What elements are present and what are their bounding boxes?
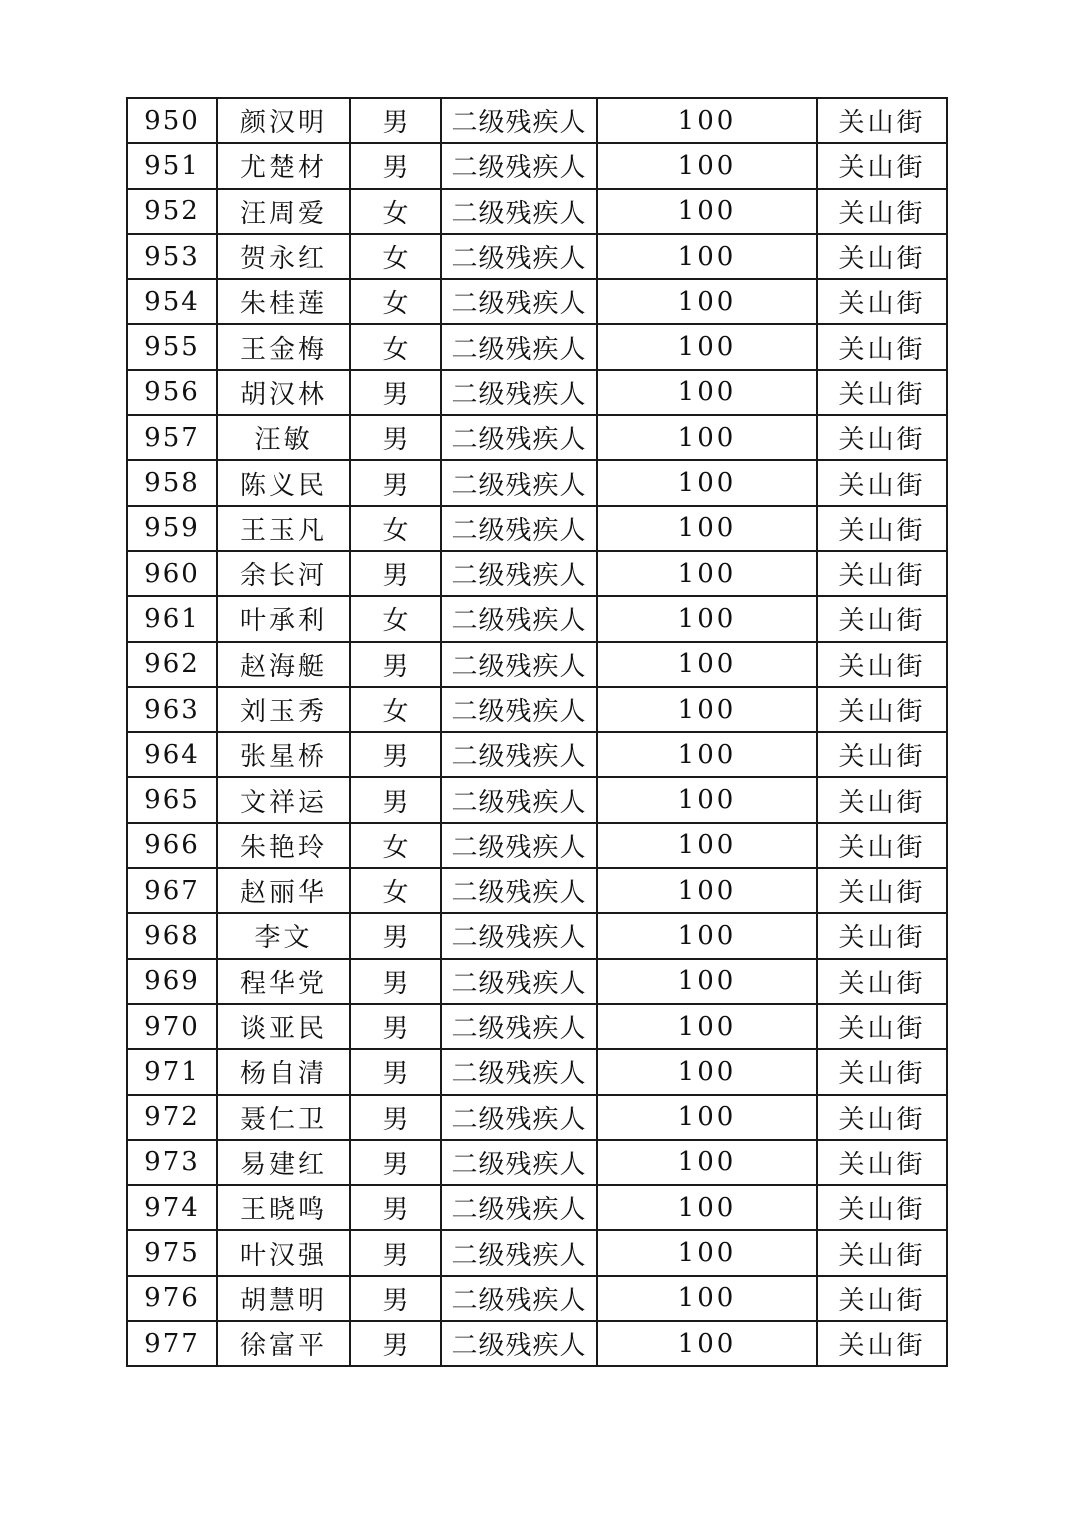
name-cell: 聂仁卫 bbox=[217, 1095, 350, 1140]
disability-level-cell: 二级残疾人 bbox=[441, 234, 597, 279]
street-cell: 关山街 bbox=[817, 279, 947, 324]
table-row bbox=[127, 1185, 947, 1230]
gender-cell: 男 bbox=[350, 1230, 441, 1275]
gender-cell: 女 bbox=[350, 234, 441, 279]
amount-cell: 100 bbox=[597, 1321, 817, 1366]
street-cell: 关山街 bbox=[817, 1230, 947, 1275]
street-cell: 关山街 bbox=[817, 98, 947, 143]
serial-number-cell: 966 bbox=[127, 823, 217, 868]
amount-cell: 100 bbox=[597, 234, 817, 279]
serial-number-cell: 957 bbox=[127, 415, 217, 460]
gender-cell: 男 bbox=[350, 732, 441, 777]
gender-cell: 男 bbox=[350, 551, 441, 596]
gender-cell: 男 bbox=[350, 777, 441, 822]
serial-number-cell: 969 bbox=[127, 959, 217, 1004]
roster-table-body bbox=[127, 98, 947, 1366]
name-cell: 叶承利 bbox=[217, 596, 350, 641]
disability-level-cell: 二级残疾人 bbox=[441, 460, 597, 505]
amount-cell: 100 bbox=[597, 370, 817, 415]
name-cell: 胡汉林 bbox=[217, 370, 350, 415]
serial-number-cell: 975 bbox=[127, 1230, 217, 1275]
gender-cell: 女 bbox=[350, 868, 441, 913]
disability-level-cell: 二级残疾人 bbox=[441, 959, 597, 1004]
street-cell: 关山街 bbox=[817, 596, 947, 641]
disability-level-cell: 二级残疾人 bbox=[441, 324, 597, 369]
amount-cell: 100 bbox=[597, 868, 817, 913]
name-cell: 张星桥 bbox=[217, 732, 350, 777]
name-cell: 刘玉秀 bbox=[217, 687, 350, 732]
table-row bbox=[127, 370, 947, 415]
street-cell: 关山街 bbox=[817, 1004, 947, 1049]
name-cell: 贺永红 bbox=[217, 234, 350, 279]
amount-cell: 100 bbox=[597, 1230, 817, 1275]
gender-cell: 女 bbox=[350, 189, 441, 234]
street-cell: 关山街 bbox=[817, 143, 947, 188]
name-cell: 程华党 bbox=[217, 959, 350, 1004]
table-row bbox=[127, 1004, 947, 1049]
disability-level-cell: 二级残疾人 bbox=[441, 913, 597, 958]
amount-cell: 100 bbox=[597, 732, 817, 777]
disability-level-cell: 二级残疾人 bbox=[441, 777, 597, 822]
amount-cell: 100 bbox=[597, 279, 817, 324]
name-cell: 王晓鸣 bbox=[217, 1185, 350, 1230]
gender-cell: 女 bbox=[350, 596, 441, 641]
street-cell: 关山街 bbox=[817, 1095, 947, 1140]
name-cell: 徐富平 bbox=[217, 1321, 350, 1366]
amount-cell: 100 bbox=[597, 642, 817, 687]
disability-level-cell: 二级残疾人 bbox=[441, 189, 597, 234]
name-cell: 王金梅 bbox=[217, 324, 350, 369]
street-cell: 关山街 bbox=[817, 732, 947, 777]
disability-level-cell: 二级残疾人 bbox=[441, 868, 597, 913]
name-cell: 文祥运 bbox=[217, 777, 350, 822]
gender-cell: 男 bbox=[350, 370, 441, 415]
gender-cell: 男 bbox=[350, 415, 441, 460]
serial-number-cell: 976 bbox=[127, 1276, 217, 1321]
disability-level-cell: 二级残疾人 bbox=[441, 642, 597, 687]
disability-level-cell: 二级残疾人 bbox=[441, 1004, 597, 1049]
table-row bbox=[127, 234, 947, 279]
disability-level-cell: 二级残疾人 bbox=[441, 506, 597, 551]
disability-level-cell: 二级残疾人 bbox=[441, 687, 597, 732]
table-row bbox=[127, 1230, 947, 1275]
name-cell: 谈亚民 bbox=[217, 1004, 350, 1049]
serial-number-cell: 971 bbox=[127, 1049, 217, 1094]
amount-cell: 100 bbox=[597, 324, 817, 369]
serial-number-cell: 972 bbox=[127, 1095, 217, 1140]
table-row bbox=[127, 506, 947, 551]
street-cell: 关山街 bbox=[817, 551, 947, 596]
street-cell: 关山街 bbox=[817, 687, 947, 732]
amount-cell: 100 bbox=[597, 687, 817, 732]
table-row bbox=[127, 324, 947, 369]
disability-level-cell: 二级残疾人 bbox=[441, 596, 597, 641]
name-cell: 汪周爱 bbox=[217, 189, 350, 234]
name-cell: 尤楚材 bbox=[217, 143, 350, 188]
disability-level-cell: 二级残疾人 bbox=[441, 415, 597, 460]
disability-level-cell: 二级残疾人 bbox=[441, 732, 597, 777]
name-cell: 叶汉强 bbox=[217, 1230, 350, 1275]
disability-level-cell: 二级残疾人 bbox=[441, 1276, 597, 1321]
street-cell: 关山街 bbox=[817, 1049, 947, 1094]
name-cell: 胡慧明 bbox=[217, 1276, 350, 1321]
serial-number-cell: 960 bbox=[127, 551, 217, 596]
serial-number-cell: 953 bbox=[127, 234, 217, 279]
name-cell: 杨自清 bbox=[217, 1049, 350, 1094]
gender-cell: 女 bbox=[350, 506, 441, 551]
gender-cell: 男 bbox=[350, 913, 441, 958]
amount-cell: 100 bbox=[597, 823, 817, 868]
street-cell: 关山街 bbox=[817, 1321, 947, 1366]
gender-cell: 男 bbox=[350, 1049, 441, 1094]
table-row bbox=[127, 732, 947, 777]
table-row bbox=[127, 596, 947, 641]
name-cell: 朱艳玲 bbox=[217, 823, 350, 868]
gender-cell: 男 bbox=[350, 642, 441, 687]
amount-cell: 100 bbox=[597, 1095, 817, 1140]
amount-cell: 100 bbox=[597, 415, 817, 460]
gender-cell: 男 bbox=[350, 1321, 441, 1366]
street-cell: 关山街 bbox=[817, 868, 947, 913]
serial-number-cell: 954 bbox=[127, 279, 217, 324]
amount-cell: 100 bbox=[597, 1049, 817, 1094]
table-row bbox=[127, 189, 947, 234]
disability-level-cell: 二级残疾人 bbox=[441, 1321, 597, 1366]
table-row bbox=[127, 1276, 947, 1321]
serial-number-cell: 952 bbox=[127, 189, 217, 234]
serial-number-cell: 958 bbox=[127, 460, 217, 505]
amount-cell: 100 bbox=[597, 1140, 817, 1185]
gender-cell: 男 bbox=[350, 460, 441, 505]
street-cell: 关山街 bbox=[817, 1276, 947, 1321]
street-cell: 关山街 bbox=[817, 415, 947, 460]
disability-level-cell: 二级残疾人 bbox=[441, 98, 597, 143]
amount-cell: 100 bbox=[597, 460, 817, 505]
street-cell: 关山街 bbox=[817, 823, 947, 868]
disability-level-cell: 二级残疾人 bbox=[441, 1140, 597, 1185]
gender-cell: 女 bbox=[350, 823, 441, 868]
amount-cell: 100 bbox=[597, 913, 817, 958]
street-cell: 关山街 bbox=[817, 913, 947, 958]
disability-level-cell: 二级残疾人 bbox=[441, 143, 597, 188]
name-cell: 易建红 bbox=[217, 1140, 350, 1185]
name-cell: 赵丽华 bbox=[217, 868, 350, 913]
table-row bbox=[127, 868, 947, 913]
table-row bbox=[127, 959, 947, 1004]
table-row bbox=[127, 460, 947, 505]
table-row bbox=[127, 913, 947, 958]
table-row bbox=[127, 551, 947, 596]
table-row bbox=[127, 1049, 947, 1094]
disability-level-cell: 二级残疾人 bbox=[441, 1049, 597, 1094]
gender-cell: 女 bbox=[350, 687, 441, 732]
name-cell: 王玉凡 bbox=[217, 506, 350, 551]
amount-cell: 100 bbox=[597, 143, 817, 188]
street-cell: 关山街 bbox=[817, 1185, 947, 1230]
amount-cell: 100 bbox=[597, 506, 817, 551]
table-row bbox=[127, 1140, 947, 1185]
name-cell: 赵海艇 bbox=[217, 642, 350, 687]
table-row bbox=[127, 1095, 947, 1140]
street-cell: 关山街 bbox=[817, 189, 947, 234]
street-cell: 关山街 bbox=[817, 324, 947, 369]
street-cell: 关山街 bbox=[817, 642, 947, 687]
table-row bbox=[127, 415, 947, 460]
amount-cell: 100 bbox=[597, 959, 817, 1004]
street-cell: 关山街 bbox=[817, 234, 947, 279]
disability-level-cell: 二级残疾人 bbox=[441, 370, 597, 415]
disability-level-cell: 二级残疾人 bbox=[441, 551, 597, 596]
gender-cell: 男 bbox=[350, 143, 441, 188]
street-cell: 关山街 bbox=[817, 777, 947, 822]
name-cell: 颜汉明 bbox=[217, 98, 350, 143]
name-cell: 余长河 bbox=[217, 551, 350, 596]
serial-number-cell: 961 bbox=[127, 596, 217, 641]
gender-cell: 男 bbox=[350, 1140, 441, 1185]
serial-number-cell: 964 bbox=[127, 732, 217, 777]
table-row bbox=[127, 777, 947, 822]
amount-cell: 100 bbox=[597, 1276, 817, 1321]
serial-number-cell: 973 bbox=[127, 1140, 217, 1185]
serial-number-cell: 967 bbox=[127, 868, 217, 913]
street-cell: 关山街 bbox=[817, 1140, 947, 1185]
name-cell: 陈义民 bbox=[217, 460, 350, 505]
gender-cell: 女 bbox=[350, 324, 441, 369]
amount-cell: 100 bbox=[597, 1004, 817, 1049]
amount-cell: 100 bbox=[597, 551, 817, 596]
serial-number-cell: 965 bbox=[127, 777, 217, 822]
table-row bbox=[127, 98, 947, 143]
disability-level-cell: 二级残疾人 bbox=[441, 823, 597, 868]
serial-number-cell: 956 bbox=[127, 370, 217, 415]
serial-number-cell: 968 bbox=[127, 913, 217, 958]
serial-number-cell: 951 bbox=[127, 143, 217, 188]
serial-number-cell: 959 bbox=[127, 506, 217, 551]
name-cell: 汪敏 bbox=[217, 415, 350, 460]
gender-cell: 男 bbox=[350, 959, 441, 1004]
serial-number-cell: 977 bbox=[127, 1321, 217, 1366]
gender-cell: 男 bbox=[350, 1276, 441, 1321]
table-row bbox=[127, 687, 947, 732]
table-row bbox=[127, 279, 947, 324]
name-cell: 李文 bbox=[217, 913, 350, 958]
amount-cell: 100 bbox=[597, 98, 817, 143]
street-cell: 关山街 bbox=[817, 460, 947, 505]
table-row bbox=[127, 143, 947, 188]
serial-number-cell: 970 bbox=[127, 1004, 217, 1049]
serial-number-cell: 955 bbox=[127, 324, 217, 369]
amount-cell: 100 bbox=[597, 1185, 817, 1230]
gender-cell: 男 bbox=[350, 98, 441, 143]
gender-cell: 男 bbox=[350, 1185, 441, 1230]
street-cell: 关山街 bbox=[817, 370, 947, 415]
serial-number-cell: 950 bbox=[127, 98, 217, 143]
roster-table bbox=[126, 97, 948, 1367]
name-cell: 朱桂莲 bbox=[217, 279, 350, 324]
serial-number-cell: 962 bbox=[127, 642, 217, 687]
disability-level-cell: 二级残疾人 bbox=[441, 1095, 597, 1140]
street-cell: 关山街 bbox=[817, 959, 947, 1004]
disability-level-cell: 二级残疾人 bbox=[441, 1185, 597, 1230]
gender-cell: 男 bbox=[350, 1095, 441, 1140]
disability-level-cell: 二级残疾人 bbox=[441, 1230, 597, 1275]
serial-number-cell: 974 bbox=[127, 1185, 217, 1230]
table-row bbox=[127, 1321, 947, 1366]
gender-cell: 女 bbox=[350, 279, 441, 324]
gender-cell: 男 bbox=[350, 1004, 441, 1049]
table-row bbox=[127, 642, 947, 687]
serial-number-cell: 963 bbox=[127, 687, 217, 732]
disability-level-cell: 二级残疾人 bbox=[441, 279, 597, 324]
street-cell: 关山街 bbox=[817, 506, 947, 551]
table-row bbox=[127, 823, 947, 868]
amount-cell: 100 bbox=[597, 777, 817, 822]
amount-cell: 100 bbox=[597, 189, 817, 234]
amount-cell: 100 bbox=[597, 596, 817, 641]
